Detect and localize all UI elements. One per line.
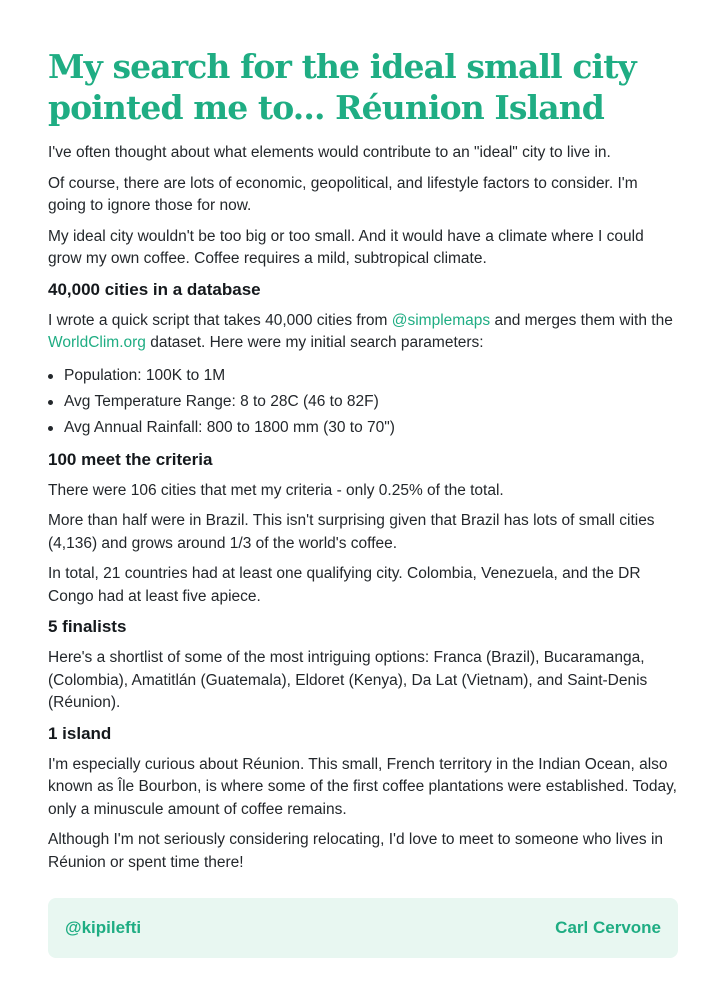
author-footer-card (48, 898, 678, 958)
param-rainfall: Avg Annual Rainfall: 800 to 1800 mm (30 to 70") (64, 418, 395, 436)
criteria-paragraph-1: There were 106 cities that met my criteria - only 0.25% of the total. (48, 481, 504, 499)
finalists-paragraph: Here's a shortlist of some of the most intriguing options: Franca (Brazil), Bucaramanga, (Colombia), Amatitlán (Guatemala), Eldoret (Kenya), Da Lat (Vietnam), and Saint-Denis (Réunion). (48, 649, 648, 711)
search-parameters-list (48, 363, 678, 441)
author-handle: @kipilefti (65, 918, 142, 937)
section-heading-database: 40,000 cities in a database (48, 279, 261, 299)
database-paragraph (48, 310, 678, 355)
island-paragraph-2: Although I'm not seriously considering relocating, I'd love to meet to someone who lives in Réunion or spent time there! (48, 831, 664, 871)
bullet-icon (48, 400, 53, 405)
bullet-icon (48, 374, 53, 379)
author-name: Carl Cervone (555, 918, 661, 937)
bullet-icon (48, 426, 53, 431)
intro-paragraph-3: My ideal city wouldn't be too big or too small. And it would have a climate where I could grow my own coffee. Coffee requires a mild, subtropical climate. (48, 227, 644, 267)
page-title: My search for the ideal small city pointed me to... Réunion Island (48, 47, 636, 127)
criteria-paragraph-3: In total, 21 countries had at least one qualifying city. Colombia, Venezuela, and the DR Congo had at least five apiece. (48, 565, 641, 605)
section-heading-island: 1 island (48, 723, 112, 743)
island-paragraph-1: I'm especially curious about Réunion. This small, French territory in the Indian Ocean, also known as Île Bourbon, is where some of the first coffee plantations were established. Today, only a minuscule amount of coffee remains. (48, 755, 677, 818)
param-temperature: Avg Temperature Range: 8 to 28C (46 to 82F) (64, 392, 379, 410)
param-population: Population: 100K to 1M (64, 366, 226, 384)
intro-paragraph-1: I've often thought about what elements would contribute to an "ideal" city to live in. (48, 144, 611, 161)
simplemaps-link[interactable]: @simplemaps (391, 311, 491, 329)
database-text-3: dataset. Here were my initial search parameters: (145, 334, 484, 351)
section-heading-finalists: 5 finalists (48, 617, 127, 636)
section-heading-criteria: 100 meet the criteria (48, 449, 213, 469)
database-text-1: I wrote a quick script that takes 40,000 cities from (48, 311, 392, 329)
database-text-2: and merges them with the (490, 311, 673, 329)
list-item (64, 363, 678, 389)
list-item (64, 389, 678, 415)
worldclim-link[interactable]: WorldClim.org (48, 334, 146, 351)
list-item (64, 415, 678, 441)
criteria-paragraph-2: More than half were in Brazil. This isn't surprising given that Brazil has lots of small cities (4,136) and grows around 1/3 of the world's coffee. (48, 512, 655, 552)
intro-paragraph-2: Of course, there are lots of economic, geopolitical, and lifestyle factors to consider. I'm going to ignore those for now. (48, 174, 638, 214)
